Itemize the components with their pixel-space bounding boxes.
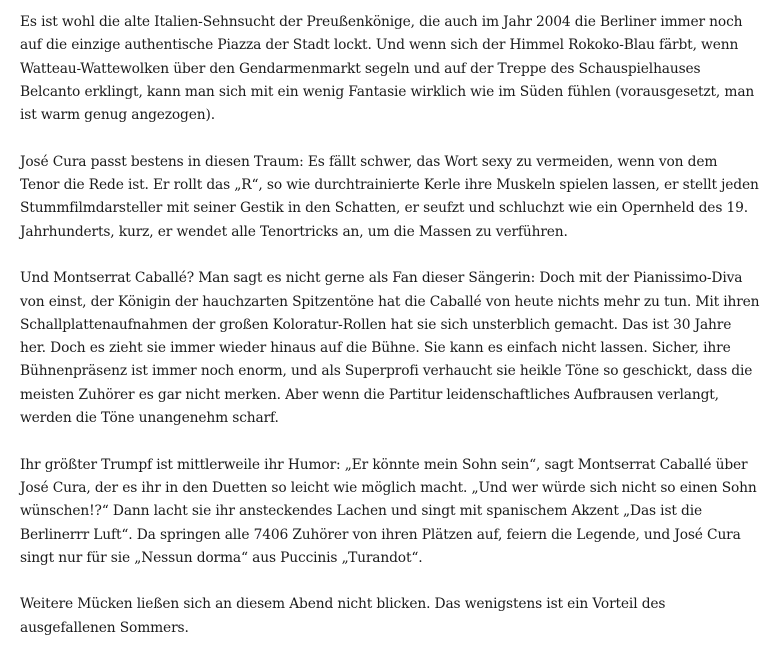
paragraph-1: Es ist wohl die alte Italien-Sehnsucht der Preußenkönige, die auch im Jahr 2004 die Berliner immer noch auf die einzige authentische Piazza der Stadt lockt. Und wenn sich der Himmel Rokoko-Blau färbt, wenn Watteau-Wattewolken über den Gendarmenmarkt segeln und auf der Treppe des Schauspielhauses Belcanto erklingt, kann man sich mit ein wenig Fantasie wirklich wie im Süden fühlen (vorausgesetzt, man ist warm genug angezogen). (20, 14, 755, 124)
paragraph-4: Ihr größter Trumpf ist mittlerweile ihr Humor: „Er könnte mein Sohn sein“, sagt Montserrat Caballé über José Cura, der es ihr in den Duetten so leicht wie möglich macht. „Und wer würde sich nicht so einen Sohn wünschen!?“ Dann lacht sie ihr ansteckendes Lachen und singt mit spanischem Akzent „Das ist die Berlinerrr Luft“. Da springen alle 7406 Zuhörer von ihren Plätzen auf, feiern die Legende, und José Cura singt nur für sie „Nessun dorma“ aus Puccinis „Turandot“. (20, 456, 757, 566)
paragraph-5: Weitere Mücken ließen sich an diesem Abend nicht blicken. Das wenigstens ist ein Vorteil des ausgefallenen Sommers. (20, 596, 666, 636)
paragraph-2: José Cura passt bestens in diesen Traum: Es fällt schwer, das Wort sexy zu vermeiden, wenn von dem Tenor die Rede ist. Er rollt das „R“, so wie durchtrainierte Kerle ihre Muskeln spielen lassen, er stellt jeden Stummfilmdarsteller mit seiner Gestik in den Schatten, er seufzt und schluchzt wie ein Opernheld des 19. Jahrhunderts, kurz, er wendet alle Tenortricks an, um die Massen zu verführen. (20, 153, 759, 240)
paragraph-3: Und Montserrat Caballé? Man sagt es nicht gerne als Fan dieser Sängerin: Doch mit der Pianissimo-Diva von einst, der Königin der hauchzarten Spitzentöne hat die Caballé von heute nichts mehr zu tun. Mit ihren Schallplattenaufnahmen der großen Koloratur-Rollen hat sie sich unsterblich gemacht. Das ist 30 Jahre her. Doch es zieht sie immer wieder hinaus auf die Bühne. Sie kann es einfach nicht lassen. Sicher, ihre Bühnenpräsenz ist immer noch enorm, und als Superprofi verhaucht sie heikle Töne so geschickt, dass die meisten Zuhörer es gar nicht merken. Aber wenn die Partitur leidenschaftliches Aufbrausen verlangt, werden die Töne unangenehm scharf. (20, 270, 760, 427)
article-body (20, 11, 760, 663)
